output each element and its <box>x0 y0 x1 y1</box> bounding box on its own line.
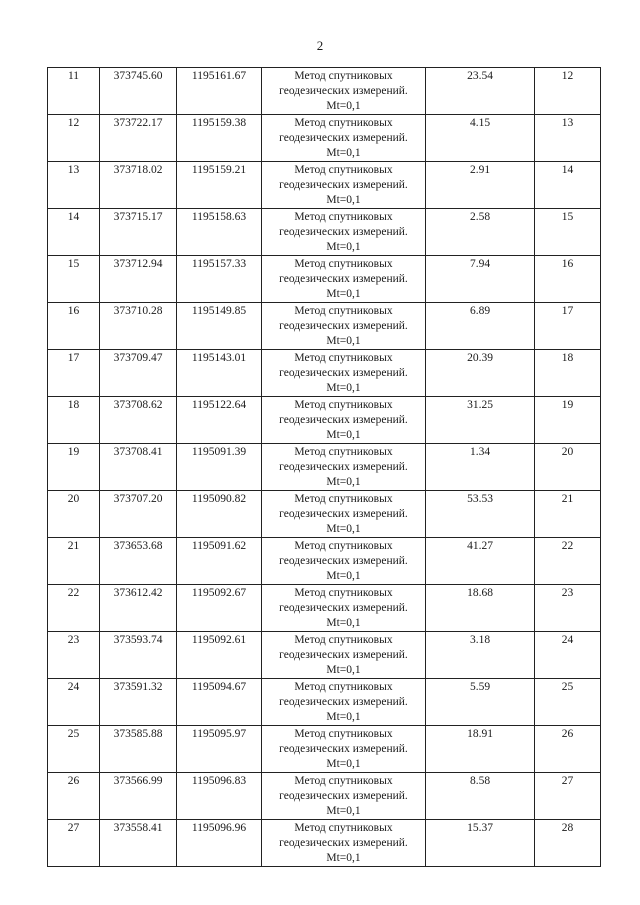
segment-length-cell: 8.58 <box>426 773 535 820</box>
next-point-cell: 13 <box>535 115 601 162</box>
point-number-cell: 20 <box>48 491 100 538</box>
method-text-line: Mt=0,1 <box>326 429 361 441</box>
next-point-cell: 16 <box>535 256 601 303</box>
method-text-line: Mt=0,1 <box>326 335 361 347</box>
method-cell <box>262 397 426 444</box>
segment-length-cell: 1.34 <box>426 444 535 491</box>
method-cell <box>262 256 426 303</box>
method-text-line: Mt=0,1 <box>326 805 361 817</box>
x-coordinate-cell: 373712.94 <box>100 256 177 303</box>
table-row <box>48 585 601 632</box>
method-text-line: Метод спутниковых <box>294 164 393 176</box>
method-text-line: геодезических измерений. <box>279 132 408 144</box>
method-text-line: геодезических измерений. <box>279 367 408 379</box>
method-text-line: Метод спутниковых <box>294 258 393 270</box>
method-text-line: Метод спутниковых <box>294 117 393 129</box>
segment-length-cell: 18.91 <box>426 726 535 773</box>
next-point-cell: 14 <box>535 162 601 209</box>
next-point-cell: 20 <box>535 444 601 491</box>
method-text-line: геодезических измерений. <box>279 320 408 332</box>
next-point-cell: 22 <box>535 538 601 585</box>
x-coordinate-cell: 373591.32 <box>100 679 177 726</box>
method-text-line: геодезических измерений. <box>279 273 408 285</box>
method-text-line: Mt=0,1 <box>326 100 361 112</box>
point-number-cell: 26 <box>48 773 100 820</box>
point-number-cell: 18 <box>48 397 100 444</box>
x-coordinate-cell: 373593.74 <box>100 632 177 679</box>
method-text-line: геодезических измерений. <box>279 649 408 661</box>
y-coordinate-cell: 1195143.01 <box>177 350 262 397</box>
y-coordinate-cell: 1195092.67 <box>177 585 262 632</box>
method-cell <box>262 585 426 632</box>
x-coordinate-cell: 373708.62 <box>100 397 177 444</box>
table-row <box>48 820 601 867</box>
point-number-cell: 21 <box>48 538 100 585</box>
next-point-cell: 23 <box>535 585 601 632</box>
table-row <box>48 726 601 773</box>
segment-length-cell: 31.25 <box>426 397 535 444</box>
segment-length-cell: 2.91 <box>426 162 535 209</box>
y-coordinate-cell: 1195095.97 <box>177 726 262 773</box>
method-text-line: Метод спутниковых <box>294 211 393 223</box>
method-text-line: Mt=0,1 <box>326 711 361 723</box>
method-cell <box>262 491 426 538</box>
page-number: 2 <box>316 38 324 53</box>
method-text-line: Метод спутниковых <box>294 728 393 740</box>
method-text-line: Mt=0,1 <box>326 194 361 206</box>
segment-length-cell: 41.27 <box>426 538 535 585</box>
method-text-line: Mt=0,1 <box>326 476 361 488</box>
method-text-line: Метод спутниковых <box>294 493 393 505</box>
next-point-cell: 19 <box>535 397 601 444</box>
table-row <box>48 115 601 162</box>
method-cell <box>262 773 426 820</box>
point-number-cell: 13 <box>48 162 100 209</box>
segment-length-cell: 23.54 <box>426 68 535 115</box>
method-text-line: геодезических измерений. <box>279 179 408 191</box>
point-number-cell: 19 <box>48 444 100 491</box>
segment-length-cell: 6.89 <box>426 303 535 350</box>
x-coordinate-cell: 373707.20 <box>100 491 177 538</box>
point-number-cell: 14 <box>48 209 100 256</box>
y-coordinate-cell: 1195161.67 <box>177 68 262 115</box>
method-text-line: Mt=0,1 <box>326 758 361 770</box>
x-coordinate-cell: 373715.17 <box>100 209 177 256</box>
segment-length-cell: 2.58 <box>426 209 535 256</box>
point-number-cell: 24 <box>48 679 100 726</box>
method-text-line: Метод спутниковых <box>294 540 393 552</box>
table-row <box>48 303 601 350</box>
y-coordinate-cell: 1195158.63 <box>177 209 262 256</box>
x-coordinate-cell: 373558.41 <box>100 820 177 867</box>
method-text-line: Метод спутниковых <box>294 352 393 364</box>
method-text-line: Mt=0,1 <box>326 523 361 535</box>
method-cell <box>262 115 426 162</box>
method-cell <box>262 632 426 679</box>
segment-length-cell: 7.94 <box>426 256 535 303</box>
x-coordinate-cell: 373566.99 <box>100 773 177 820</box>
table-row <box>48 350 601 397</box>
method-text-line: Метод спутниковых <box>294 775 393 787</box>
method-cell <box>262 209 426 256</box>
y-coordinate-cell: 1195159.21 <box>177 162 262 209</box>
segment-length-cell: 3.18 <box>426 632 535 679</box>
point-number-cell: 17 <box>48 350 100 397</box>
y-coordinate-cell: 1195157.33 <box>177 256 262 303</box>
next-point-cell: 24 <box>535 632 601 679</box>
x-coordinate-cell: 373710.28 <box>100 303 177 350</box>
method-text-line: Mt=0,1 <box>326 852 361 864</box>
next-point-cell: 12 <box>535 68 601 115</box>
x-coordinate-cell: 373708.41 <box>100 444 177 491</box>
x-coordinate-cell: 373745.60 <box>100 68 177 115</box>
method-text-line: Mt=0,1 <box>326 288 361 300</box>
next-point-cell: 17 <box>535 303 601 350</box>
method-text-line: Метод спутниковых <box>294 634 393 646</box>
table-row <box>48 209 601 256</box>
method-text-line: геодезических измерений. <box>279 790 408 802</box>
method-cell <box>262 162 426 209</box>
y-coordinate-cell: 1195091.39 <box>177 444 262 491</box>
next-point-cell: 21 <box>535 491 601 538</box>
method-text-line: Метод спутниковых <box>294 446 393 458</box>
method-cell <box>262 350 426 397</box>
y-coordinate-cell: 1195090.82 <box>177 491 262 538</box>
method-text-line: геодезических измерений. <box>279 743 408 755</box>
method-text-line: геодезических измерений. <box>279 85 408 97</box>
method-cell <box>262 444 426 491</box>
segment-length-cell: 20.39 <box>426 350 535 397</box>
table-row <box>48 773 601 820</box>
method-text-line: Mt=0,1 <box>326 241 361 253</box>
method-text-line: геодезических измерений. <box>279 837 408 849</box>
method-cell <box>262 726 426 773</box>
point-number-cell: 15 <box>48 256 100 303</box>
method-text-line: Метод спутниковых <box>294 681 393 693</box>
segment-length-cell: 15.37 <box>426 820 535 867</box>
next-point-cell: 28 <box>535 820 601 867</box>
table-row <box>48 444 601 491</box>
next-point-cell: 15 <box>535 209 601 256</box>
table-row <box>48 397 601 444</box>
method-cell <box>262 303 426 350</box>
method-text-line: геодезических измерений. <box>279 696 408 708</box>
next-point-cell: 27 <box>535 773 601 820</box>
y-coordinate-cell: 1195096.96 <box>177 820 262 867</box>
table-row <box>48 632 601 679</box>
x-coordinate-cell: 373585.88 <box>100 726 177 773</box>
y-coordinate-cell: 1195149.85 <box>177 303 262 350</box>
y-coordinate-cell: 1195094.67 <box>177 679 262 726</box>
method-text-line: Mt=0,1 <box>326 570 361 582</box>
method-text-line: геодезических измерений. <box>279 508 408 520</box>
y-coordinate-cell: 1195092.61 <box>177 632 262 679</box>
method-text-line: геодезических измерений. <box>279 414 408 426</box>
point-number-cell: 27 <box>48 820 100 867</box>
method-text-line: Mt=0,1 <box>326 147 361 159</box>
y-coordinate-cell: 1195091.62 <box>177 538 262 585</box>
segment-length-cell: 5.59 <box>426 679 535 726</box>
segment-length-cell: 18.68 <box>426 585 535 632</box>
point-number-cell: 23 <box>48 632 100 679</box>
method-text-line: Mt=0,1 <box>326 664 361 676</box>
segment-length-cell: 53.53 <box>426 491 535 538</box>
method-text-line: геодезических измерений. <box>279 226 408 238</box>
method-cell <box>262 538 426 585</box>
point-number-cell: 12 <box>48 115 100 162</box>
point-number-cell: 25 <box>48 726 100 773</box>
next-point-cell: 26 <box>535 726 601 773</box>
y-coordinate-cell: 1195159.38 <box>177 115 262 162</box>
table-row <box>48 68 601 115</box>
method-text-line: Метод спутниковых <box>294 70 393 82</box>
x-coordinate-cell: 373709.47 <box>100 350 177 397</box>
method-cell <box>262 679 426 726</box>
method-cell <box>262 820 426 867</box>
table-row <box>48 491 601 538</box>
segment-length-cell: 4.15 <box>426 115 535 162</box>
method-text-line: Метод спутниковых <box>294 305 393 317</box>
table-row <box>48 162 601 209</box>
table-row <box>48 538 601 585</box>
x-coordinate-cell: 373718.02 <box>100 162 177 209</box>
x-coordinate-cell: 373653.68 <box>100 538 177 585</box>
coordinates-table-body <box>48 68 601 867</box>
method-text-line: Метод спутниковых <box>294 822 393 834</box>
y-coordinate-cell: 1195122.64 <box>177 397 262 444</box>
method-text-line: Mt=0,1 <box>326 617 361 629</box>
method-text-line: Метод спутниковых <box>294 587 393 599</box>
method-cell <box>262 68 426 115</box>
method-text-line: геодезических измерений. <box>279 602 408 614</box>
next-point-cell: 25 <box>535 679 601 726</box>
y-coordinate-cell: 1195096.83 <box>177 773 262 820</box>
point-number-cell: 11 <box>48 68 100 115</box>
point-number-cell: 16 <box>48 303 100 350</box>
method-text-line: Mt=0,1 <box>326 382 361 394</box>
method-text-line: Метод спутниковых <box>294 399 393 411</box>
method-text-line: геодезических измерений. <box>279 461 408 473</box>
coordinates-table <box>47 67 601 867</box>
x-coordinate-cell: 373722.17 <box>100 115 177 162</box>
x-coordinate-cell: 373612.42 <box>100 585 177 632</box>
table-row <box>48 679 601 726</box>
next-point-cell: 18 <box>535 350 601 397</box>
table-row <box>48 256 601 303</box>
point-number-cell: 22 <box>48 585 100 632</box>
method-text-line: геодезических измерений. <box>279 555 408 567</box>
